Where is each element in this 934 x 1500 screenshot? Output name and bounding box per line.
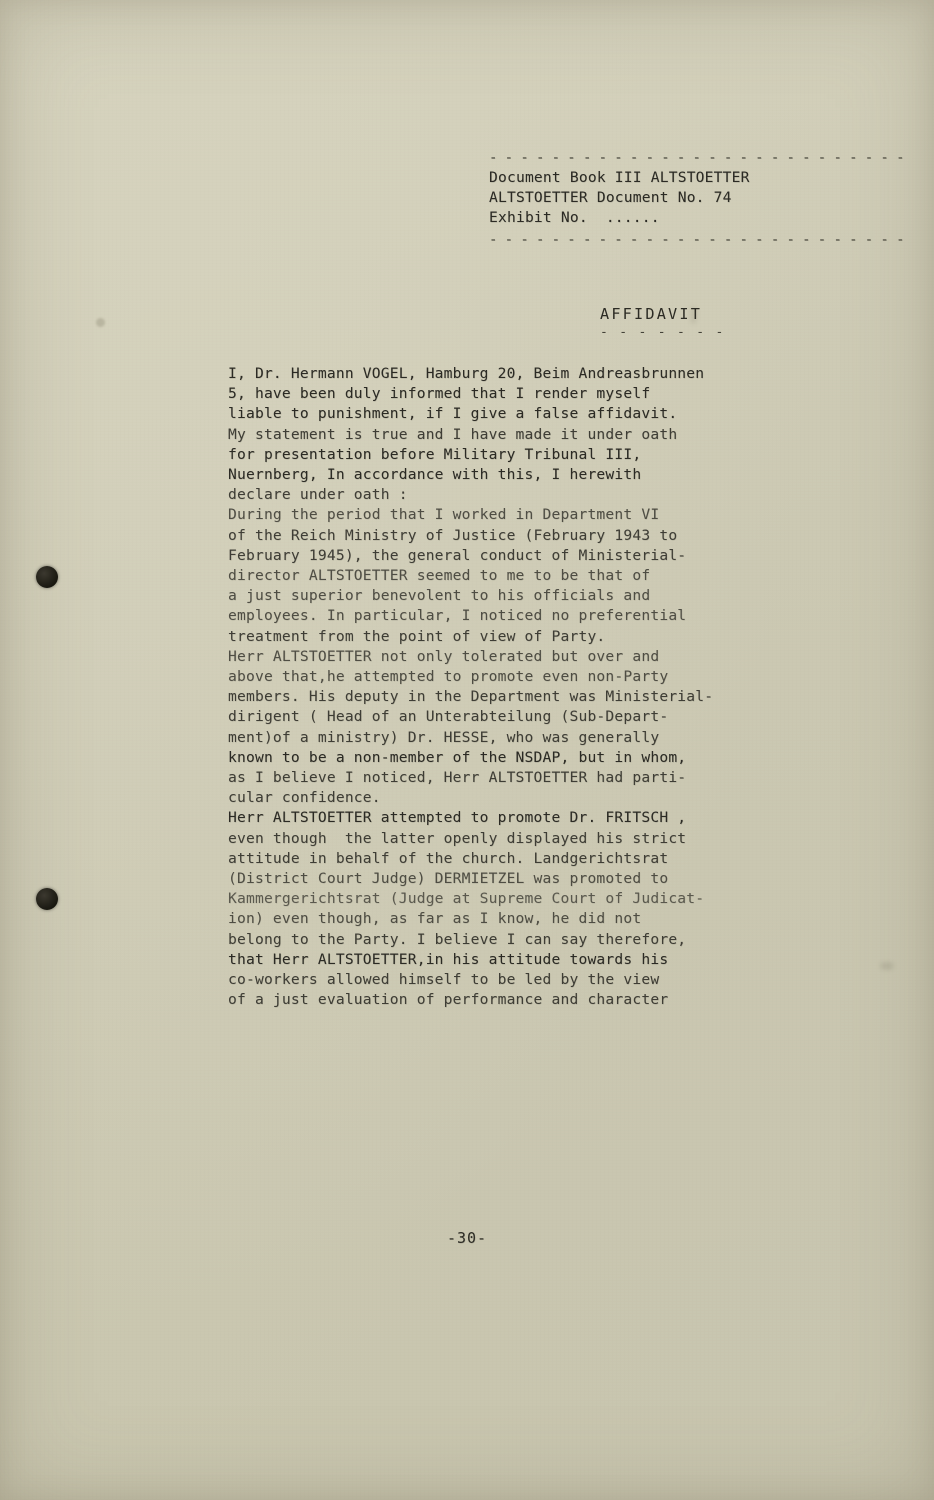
body-line: Herr ALTSTOETTER attempted to promote Dr. FRITSCH ,	[228, 809, 687, 827]
body-line: ment)of a ministry) Dr. HESSE, who was generally	[228, 728, 660, 746]
body-line: a just superior benevolent to his officials and	[228, 587, 651, 605]
header-line-document-number: ALTSTOETTER Document No. 74	[489, 189, 732, 207]
body-line: ion) even though, as far as I know, he did not	[228, 910, 642, 928]
body-line: attitude in behalf of the church. Landgerichtsrat	[228, 849, 669, 867]
page-title-underline: - - - - - - -	[600, 325, 726, 340]
body-line: Nuernberg, In accordance with this, I herewith	[228, 466, 642, 484]
body-line: February 1945), the general conduct of Ministerial-	[228, 546, 687, 564]
affidavit-body	[228, 364, 888, 1011]
body-line: Herr ALTSTOETTER not only tolerated but over and	[228, 647, 660, 665]
body-line: cular confidence.	[228, 789, 381, 807]
body-line: employees. In particular, I noticed no preferential	[228, 607, 687, 625]
body-line: treatment from the point of view of Party.	[228, 627, 606, 645]
body-line: (District Court Judge) DERMIETZEL was promoted to	[228, 870, 669, 888]
body-line: belong to the Party. I believe I can say therefore,	[228, 930, 687, 948]
body-line: for presentation before Military Tribunal III,	[228, 445, 642, 463]
body-line: of the Reich Ministry of Justice (February 1943 to	[228, 526, 678, 544]
document-title-block	[600, 305, 725, 340]
body-line: that Herr ALTSTOETTER,in his attitude towards his	[228, 950, 669, 968]
header-line-document-book: Document Book III ALTSTOETTER	[489, 169, 750, 186]
body-line: even though the latter openly displayed his strict	[228, 829, 687, 847]
header-line-exhibit-number: Exhibit No. ......	[489, 209, 660, 227]
body-line: known to be a non-member of the NSDAP, but in whom,	[228, 748, 687, 766]
header-rule-bottom: - - - - - - - - - - - - - - - - - - - - - - - - - - -	[489, 232, 904, 248]
body-line: co-workers allowed himself to be led by the view	[228, 971, 660, 989]
header-rule-top: - - - - - - - - - - - - - - - - - - - - - - - - - - -	[489, 150, 904, 166]
body-line: dirigent ( Head of an Unterabteilung (Sub-Depart-	[228, 708, 669, 726]
body-line: During the period that I worked in Department VI	[228, 506, 660, 524]
body-line: as I believe I noticed, Herr ALTSTOETTER had parti-	[228, 769, 687, 787]
body-line: I, Dr. Hermann VOGEL, Hamburg 20, Beim Andreasbrunnen	[228, 365, 705, 382]
body-line: members. His deputy in the Department was Ministerial-	[228, 688, 714, 706]
page-number: -30-	[446, 1229, 488, 1247]
body-line: Kammergerichtsrat (Judge at Supreme Court of Judicat-	[228, 890, 705, 908]
body-line: 5, have been duly informed that I render myself	[228, 385, 651, 403]
body-line: My statement is true and I have made it under oath	[228, 425, 678, 443]
body-line: of a just evaluation of performance and character	[228, 991, 669, 1009]
punch-hole	[36, 888, 58, 910]
body-line: liable to punishment, if I give a false affidavit.	[228, 405, 678, 423]
body-line: director ALTSTOETTER seemed to me to be that of	[228, 567, 651, 585]
punch-hole	[36, 566, 58, 588]
paper-smudge	[96, 318, 105, 327]
page-title: AFFIDAVIT	[600, 305, 703, 323]
body-line: above that,he attempted to promote even non-Party	[228, 668, 669, 686]
document-header	[489, 168, 750, 229]
body-line: declare under oath :	[228, 486, 408, 504]
